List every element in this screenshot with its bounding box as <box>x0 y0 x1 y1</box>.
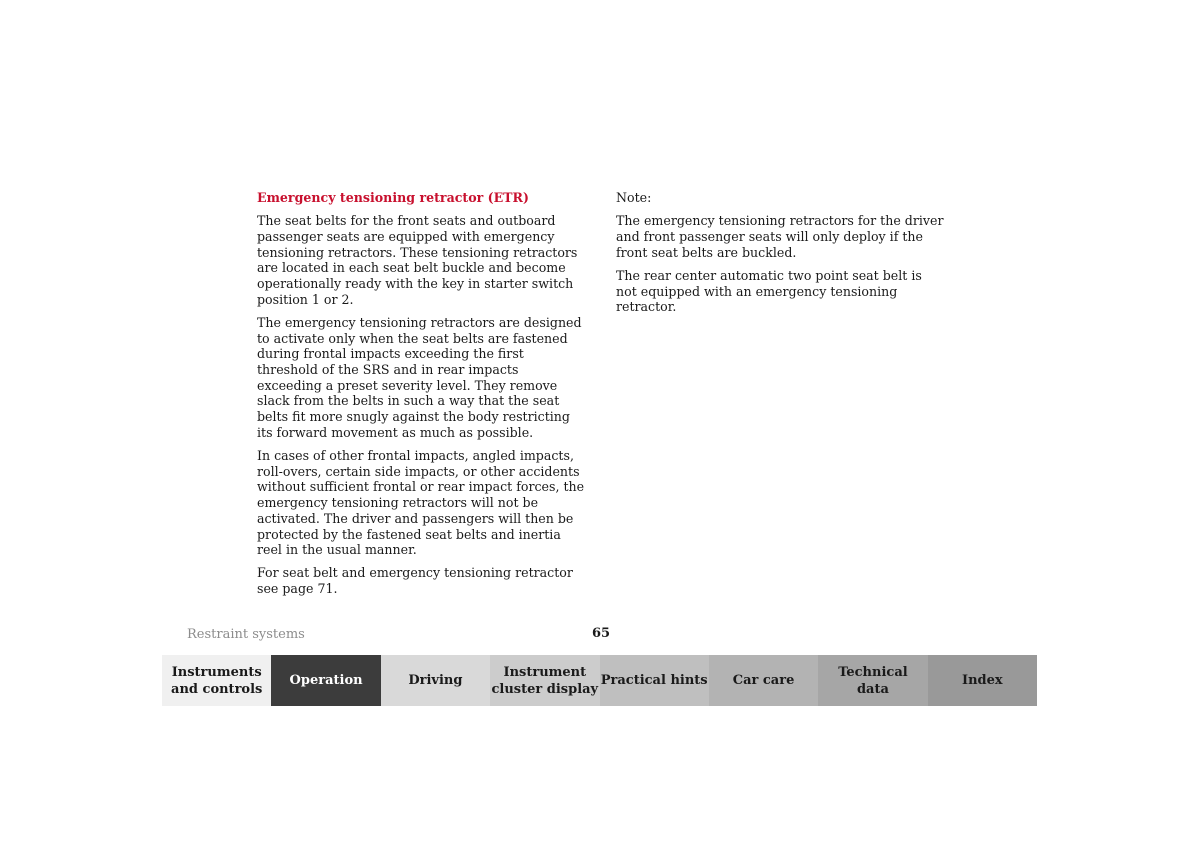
page-number: 65 <box>592 626 611 641</box>
tab-car-care[interactable]: Car care <box>709 655 818 706</box>
tab-practical-hints[interactable]: Practical hints <box>600 655 709 706</box>
chapter-nav-tabs <box>162 655 1037 706</box>
section-heading: Emergency tensioning retractor (ETR) <box>257 190 529 205</box>
note-paragraph: The emergency tensioning retractors for the driver and front passenger seats will only deploy if the front seat belts are buckled. <box>616 213 944 260</box>
paragraph: In cases of other frontal impacts, angled impacts, roll-overs, certain side impacts, or other accidents without sufficient frontal or rear impact forces, the emergency tensioning retractors will not be activated. The driver and passengers will then be protected by the fastened seat belts and inertia reel in the usual manner. <box>257 448 585 558</box>
paragraph: For seat belt and emergency tensioning retractor see page 71. <box>257 565 573 597</box>
tab-driving[interactable]: Driving <box>381 655 490 706</box>
paragraph: The seat belts for the front seats and outboard passenger seats are equipped with emergency tensioning retractors. These tensioning retractors are located in each seat belt buckle and become operationally ready with the key in starter switch position 1 or 2. <box>257 213 578 307</box>
tab-technical-data[interactable]: Technical data <box>818 655 927 706</box>
tab-instruments-and-controls[interactable]: Instruments and controls <box>162 655 271 706</box>
note-paragraph: The rear center automatic two point seat belt is not equipped with an emergency tensioning retractor. <box>616 267 922 315</box>
note-label: Note: <box>616 190 652 205</box>
paragraph: The emergency tensioning retractors are designed to activate only when the seat belts are fastened during frontal impacts exceeding the first threshold of the SRS and in rear impacts exceeding a preset severity level. They remove slack from the belts in such a way that the seat belts fit more snugly against the body restricting its forward movement as much as possible. <box>257 314 582 440</box>
tab-index[interactable]: Index <box>928 655 1037 706</box>
right-column <box>616 190 946 322</box>
left-column <box>257 190 587 604</box>
tab-operation[interactable]: Operation <box>271 655 380 706</box>
footer-section-title: Restraint systems <box>187 627 305 642</box>
tab-instrument-cluster-display[interactable]: Instrument cluster display <box>490 655 599 706</box>
